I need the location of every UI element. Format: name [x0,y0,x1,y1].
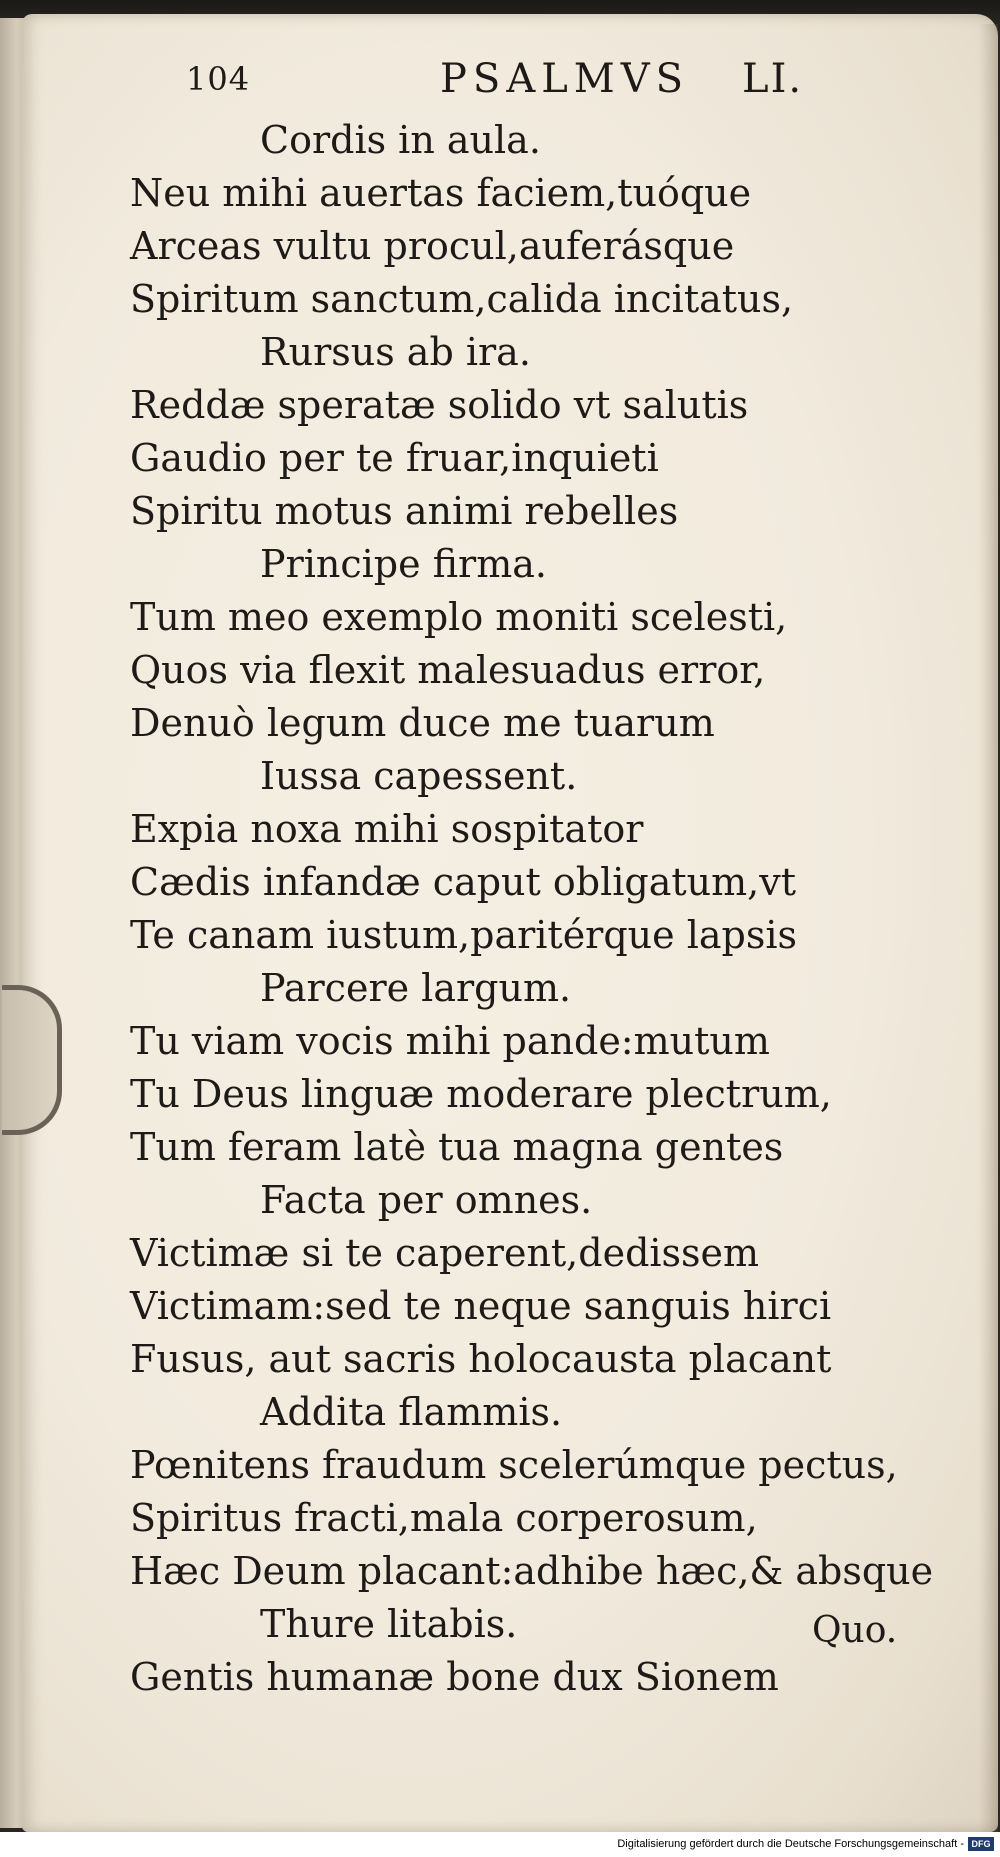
verse-line: Victimæ si te caperent,dedissem [130,1231,760,1275]
catchword: Quo. [812,1610,898,1651]
verse-line: Spiritum sanctum,calida incitatus, [130,277,794,321]
verse-line: Fusus, aut sacris holocausta placant [130,1337,832,1381]
verse-line: Neu mihi auertas faciem,tuóque [130,171,752,215]
verse-line: Tum feram latè tua magna gentes [130,1125,784,1169]
verse-line: Tu Deus linguæ moderare plectrum, [130,1072,832,1116]
verse-line: Arceas vultu procul,auferásque [130,224,735,268]
verse-line-refrain: Addita flammis. [260,1390,563,1434]
verse-line: Expia noxa mihi sospitator [130,807,644,851]
verse-line-refrain: Cordis in aula. [260,118,541,162]
verse-line: Tum meo exemplo moniti scelesti, [130,595,788,639]
book-page [22,14,998,1832]
verse-line: Denuò legum duce me tuarum [130,701,715,745]
verse-line: Reddæ speratæ solido vt salutis [130,383,749,427]
verse-line: Cædis infandæ caput obligatum,vt [130,860,796,904]
verse-line-refrain: Thure litabis. [260,1602,518,1646]
running-title: PSALMVS [440,56,690,102]
verse-line: Pœnitens fraudum scelerúmque pectus, [130,1443,898,1487]
verse-line: Spiritu motus animi rebelles [130,489,679,533]
verse-line: Gentis humanæ bone dux Sionem [130,1655,779,1699]
verse-line-refrain: Iussa capessent. [260,754,578,798]
page-number: 104 [186,60,251,98]
verse-line-refrain: Parcere largum. [260,966,572,1010]
verse-line: Quos via flexit malesuadus error, [130,648,766,692]
verse-line-refrain: Rursus ab ira. [260,330,531,374]
dfg-logo: DFG [968,1837,994,1851]
funding-credit: Digitalisierung gefördert durch die Deutsche Forschungsgemeinschaft - [617,1838,964,1850]
verse-lines [22,114,998,1704]
verse-line: Hæc Deum placant:adhibe hæc,& absque [130,1549,934,1593]
book-clasp [2,985,62,1135]
verse-line: Te canam iustum,paritérque lapsis [130,913,798,957]
page-text [22,14,998,1832]
verse-line: Spiritus fracti,mala corperosum, [130,1496,758,1540]
verse-line: Gaudio per te fruar,inquieti [130,436,659,480]
verse-line-refrain: Principe firma. [260,542,547,586]
verse-line-refrain: Facta per omnes. [260,1178,593,1222]
psalm-number: LI. [742,56,804,102]
verse-line: Tu viam vocis mihi pande:mutum [130,1019,770,1063]
verse-line: Victimam:sed te neque sanguis hirci [130,1284,832,1328]
